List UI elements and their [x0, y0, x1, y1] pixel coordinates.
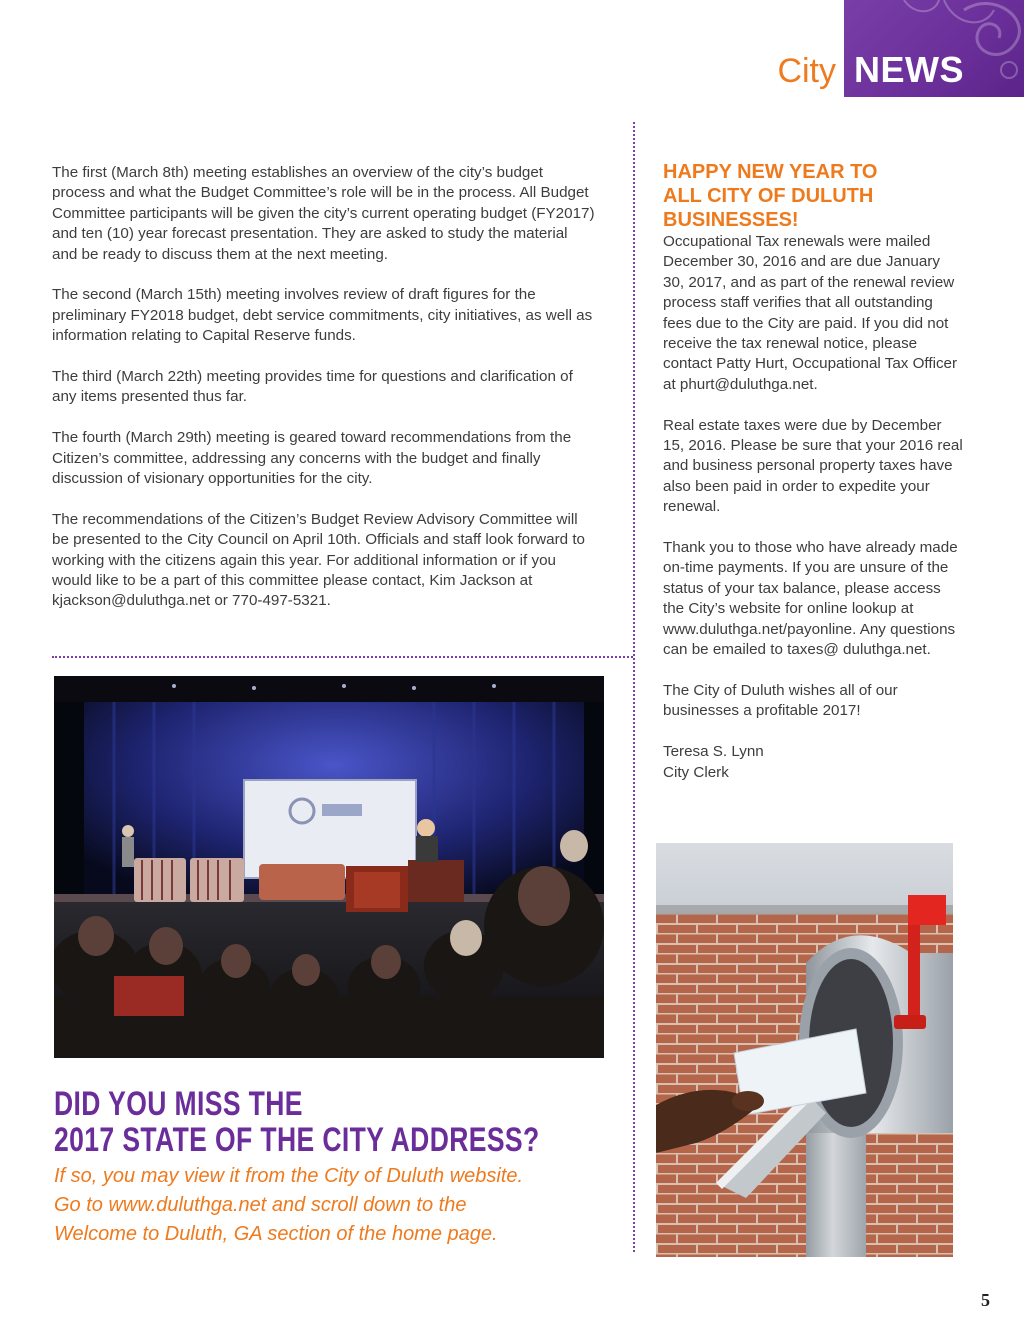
article-paragraph: The fourth (March 29th) meeting is geared toward recommendations from the Citizen’s committee, addressing any concerns with the budget and finally discussion of visionary opportunities for the city. — [52, 429, 572, 488]
vertical-dotted-divider — [633, 122, 635, 1252]
budget-meetings-article — [52, 163, 597, 632]
state-of-city-stage-photo — [54, 676, 604, 1058]
article-paragraph: Real estate taxes were due by December 15, 2016. Please be sure that your 2016 real and business personal property taxes have also been paid in order to expedite your renewal. — [663, 416, 963, 516]
page-number: 5 — [981, 1290, 990, 1310]
tax-renewal-article — [663, 160, 963, 783]
signature-name: Teresa S. Lynn — [663, 743, 764, 761]
header-news-banner — [844, 0, 1024, 97]
article-paragraph: The second (March 15th) meeting involves review of draft figures for the preliminary FY2018 budget, debt service commitments, city initiatives, as well as information relating to Capital Reserve funds. — [52, 286, 593, 345]
article-paragraph: The third (March 22th) meeting provides time for questions and clarification of any items presented thus far. — [52, 368, 573, 406]
state-of-city-headline — [54, 1085, 540, 1159]
article-paragraph: The recommendations of the Citizen’s Budget Review Advisory Committee will be presented to the City Council on April 10th. Officials and staff look forward to working with the citizens again this year. For additional information or if you would like to be a part of this committee please contact, Kim Jackson at kjackson@duluthga.net or 770-497-5321. — [52, 510, 585, 610]
horizontal-dotted-divider — [52, 656, 633, 658]
subhead-line: Go to www.duluthga.net and scroll down to the — [54, 1194, 467, 1216]
headline-line: 2017 STATE OF THE CITY ADDRESS? — [54, 1121, 540, 1159]
subhead-line: Welcome to Duluth, GA section of the home page. — [54, 1223, 498, 1245]
tax-article-heading — [663, 160, 963, 232]
header-city-label: City — [777, 52, 836, 90]
mailbox-photo — [656, 843, 953, 1257]
article-paragraph: Thank you to those who have already made on-time payments. If you are unsure of the status of your tax balance, please access the City’s website for online lookup at www.duluthga.net/payonline. Any questions can be emailed to taxes@ duluthga.net. — [663, 539, 958, 659]
subhead-line: If so, you may view it from the City of Duluth website. — [54, 1165, 524, 1187]
article-paragraph: The first (March 8th) meeting establishes an overview of the city’s budget process and what the Budget Committee’s role will be in the process. All Budget Committee participants will be given the city’s current operating budget (FY2017) and ten (10) year forecast presentation. They are asked to study the material and be ready to discuss them at the next meeting. — [52, 164, 595, 263]
headline-line: DID YOU MISS THE — [54, 1085, 303, 1123]
header-news-label: NEWS — [854, 49, 964, 90]
heading-line: BUSINESSES! — [663, 209, 799, 231]
state-of-city-subhead — [54, 1162, 614, 1249]
heading-line: HAPPY NEW YEAR TO — [663, 161, 878, 183]
article-paragraph: Occupational Tax renewals were mailed December 30, 2016 and are due January 30, 2017, and as part of the renewal review process staff verifies that all outstanding fees due to the City are paid. If you did not receive the tax renewal notice, please contact Patty Hurt, Occupational Tax Officer at phurt@duluthga.net. — [663, 233, 958, 393]
article-paragraph: The City of Duluth wishes all of our businesses a profitable 2017! — [663, 681, 898, 720]
heading-line: ALL CITY OF DULUTH — [663, 185, 874, 207]
signature-title: City Clerk — [663, 763, 729, 781]
